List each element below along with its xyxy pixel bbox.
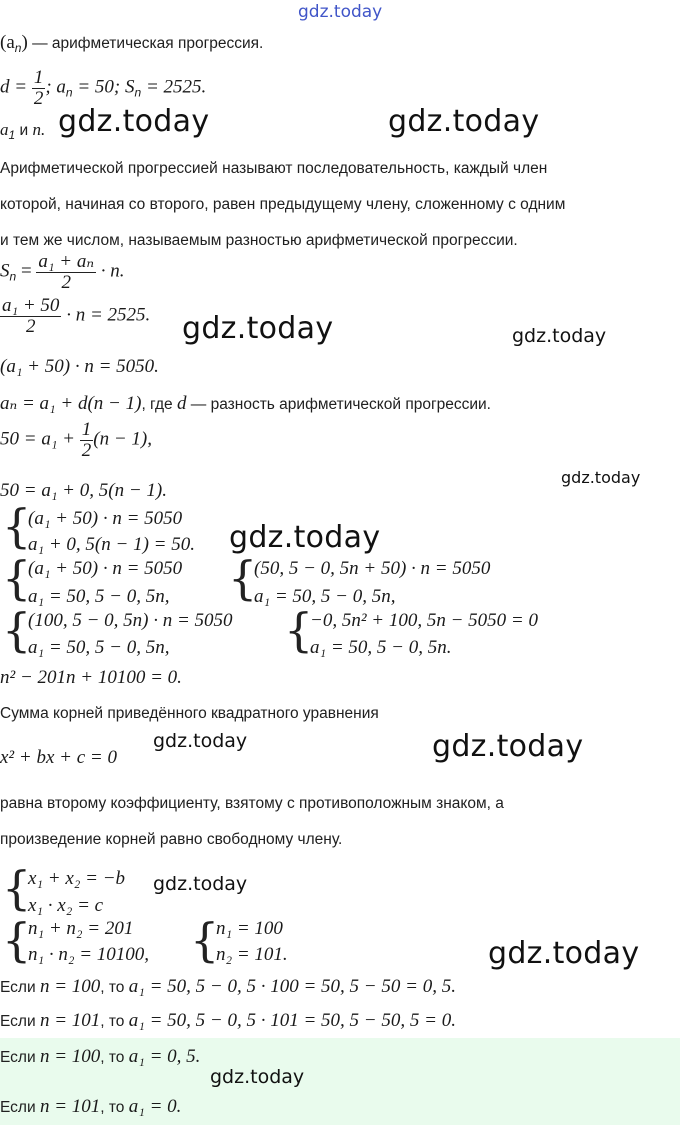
- watermark: gdz.today: [153, 730, 248, 752]
- theory-line-3: и тем же числом, называемым разностью арифметической прогрессии.: [0, 232, 518, 249]
- watermark: gdz.today: [432, 729, 584, 764]
- top-watermark: gdz.today: [298, 2, 383, 22]
- system2b-eq2: a₁ = 50, 5 − 0, 5n,: [254, 586, 396, 607]
- brace-icon: {: [190, 913, 220, 967]
- vieta-equation: x² + bx + c = 0: [0, 747, 117, 768]
- system3a-eq2: a₁ = 50, 5 − 0, 5n,: [28, 637, 170, 658]
- find-line: $a_1$ и n.: [0, 120, 46, 142]
- answer-n100: Если n = 100, то a₁ = 0, 5.: [0, 1046, 201, 1067]
- brace-icon: {: [2, 603, 32, 657]
- watermark: gdz.today: [182, 311, 334, 346]
- brace-icon: {: [2, 913, 32, 967]
- quadratic-equation: n² − 201n + 10100 = 0.: [0, 667, 182, 688]
- vieta-text-3: произведение корней равно свободному члену.: [0, 831, 343, 848]
- product-equation: (a₁ + 50) · n = 5050.: [0, 356, 159, 377]
- vieta-text-2: равна второму коэффициенту, взятому с противоположным знаком, а: [0, 795, 504, 812]
- vieta-text-1: Сумма корней приведённого квадратного уравнения: [0, 705, 379, 722]
- watermark: gdz.today: [58, 104, 210, 139]
- nth-term-substituted: 50 = a₁ + $\frac{1}{2}$ (n − 1),: [0, 419, 152, 461]
- system1-eq2: a₁ + 0, 5(n − 1) = 50.: [28, 534, 195, 555]
- watermark: gdz.today: [512, 325, 607, 347]
- roots-sys-eq1: n₁ + n₂ = 201: [28, 918, 134, 939]
- theory-line-1: Арифметической прогрессией называют последовательность, каждый член: [0, 160, 548, 177]
- system1-eq1: (a₁ + 50) · n = 5050: [28, 508, 183, 529]
- watermark: gdz.today: [153, 873, 248, 895]
- watermark: gdz.today: [388, 104, 540, 139]
- brace-icon: {: [2, 499, 32, 553]
- roots-values-eq1: n₁ = 100: [216, 918, 283, 939]
- brace-icon: {: [228, 551, 258, 605]
- answer-n101: Если n = 101, то a₁ = 0.: [0, 1096, 182, 1117]
- watermark: gdz.today: [561, 468, 641, 487]
- sum-formula: $S_n$ = $\frac{\text{a₁ + aₙ}}{2}$ · n.: [0, 251, 125, 293]
- case-n100: Если n = 100, то a₁ = 50, 5 − 0, 5 · 100 = 50, 5 − 50 = 0, 5.: [0, 976, 456, 997]
- given-sequence: $(a_n)$ — арифметическая прогрессия.: [0, 32, 264, 55]
- theory-line-2: которой, начиная со второго, равен предыдущему члену, сложенному с одним: [0, 196, 566, 213]
- system2b-eq1: (50, 5 − 0, 5n + 50) · n = 5050: [254, 558, 491, 579]
- system3b-eq2: a₁ = 50, 5 − 0, 5n.: [310, 637, 452, 658]
- watermark: gdz.today: [229, 520, 381, 555]
- sum-substituted: $\frac{\text{a₁ + 50}}{2}$ · n = 2525.: [2, 295, 151, 337]
- vieta-sys-eq1: x₁ + x₂ = −b: [28, 868, 126, 889]
- system2a-eq2: a₁ = 50, 5 − 0, 5n,: [28, 586, 170, 607]
- watermark: gdz.today: [210, 1066, 305, 1088]
- vieta-sys-eq2: x₁ · x₂ = c: [28, 895, 104, 916]
- watermark: gdz.today: [488, 936, 640, 971]
- system3b-eq1: −0, 5n² + 100, 5n − 5050 = 0: [310, 610, 538, 631]
- nth-term-formula: aₙ = a₁ + d(n − 1), где d — разность арифметической прогрессии.: [0, 393, 491, 414]
- case-n101: Если n = 101, то a₁ = 50, 5 − 0, 5 · 101 = 50, 5 − 50, 5 = 0.: [0, 1010, 456, 1031]
- nth-term-decimal: 50 = a₁ + 0, 5(n − 1).: [0, 480, 167, 501]
- roots-sys-eq2: n₁ · n₂ = 10100,: [28, 944, 150, 965]
- given-values: d = $\frac{1}{2}$ ; $a_n = 50$; $S_n = 2525$.: [0, 67, 207, 109]
- roots-values-eq2: n₂ = 101.: [216, 944, 288, 965]
- brace-icon: {: [2, 551, 32, 605]
- brace-icon: {: [284, 603, 314, 657]
- system2a-eq1: (a₁ + 50) · n = 5050: [28, 558, 183, 579]
- system3a-eq1: (100, 5 − 0, 5n) · n = 5050: [28, 610, 233, 631]
- brace-icon: {: [2, 861, 32, 915]
